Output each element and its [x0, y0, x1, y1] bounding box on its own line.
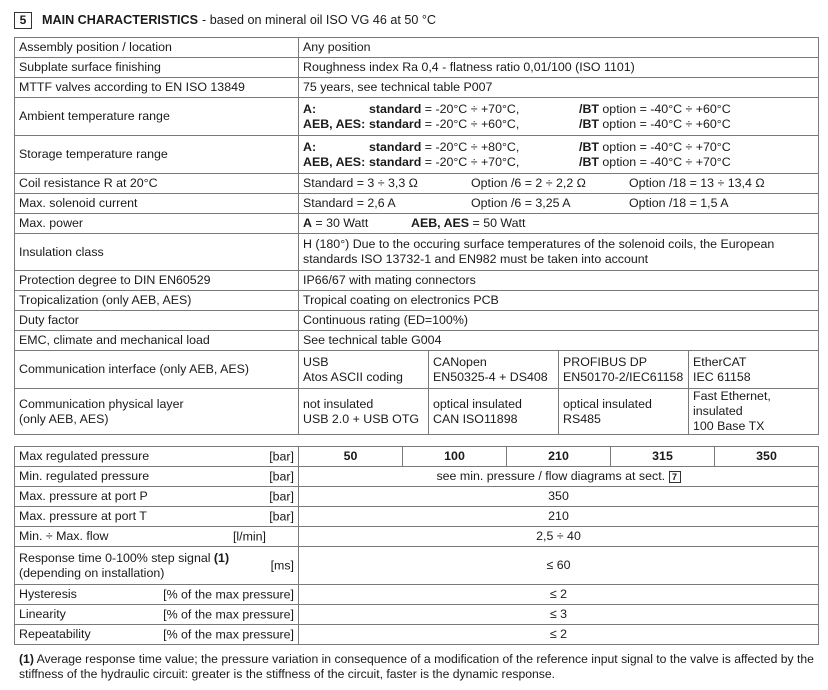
- cell-line: optical insulated: [433, 396, 522, 411]
- unit-text: [bar]: [269, 509, 294, 523]
- cell-line: PROFIBUS DP: [563, 354, 647, 369]
- table-row: [15, 234, 819, 271]
- std-value: = -20°C ÷ +70°C,: [421, 101, 520, 116]
- row-value: H (180°) Due to the occuring surface temperatures of the solenoid coils, the European standards ISO 13732-1 and EN982 must be taken into account: [299, 234, 819, 271]
- row-label: Duty factor: [15, 311, 299, 331]
- table-row: [15, 136, 819, 174]
- row-value: IP66/67 with mating connectors: [299, 271, 819, 291]
- opt-code: /BT: [579, 116, 599, 131]
- cell-line: USB 2.0 + USB OTG: [303, 411, 420, 426]
- row-label: [15, 605, 299, 625]
- unit-text: [bar]: [269, 449, 294, 463]
- table-row: [15, 527, 819, 547]
- cell-line: Atos ASCII coding: [303, 369, 403, 384]
- value-text: see min. pressure / flow diagrams at sect.: [436, 469, 666, 483]
- table-row: [15, 467, 819, 487]
- layer-cell: [559, 389, 689, 435]
- row-value: 210: [299, 507, 819, 527]
- label-text: Response time 0-100% step signal: [19, 550, 214, 565]
- table-row: [15, 547, 819, 585]
- option6-value: Option /6 = 3,25 A: [471, 196, 571, 210]
- solenoid-value: [299, 194, 819, 214]
- label-text: Repeatability: [19, 627, 91, 641]
- row-label: Assembly position / location: [15, 38, 299, 58]
- section-header: [14, 10, 436, 30]
- row-value: Continuous rating (ED=100%): [299, 311, 819, 331]
- std-label: standard: [369, 116, 422, 131]
- row-value: 75 years, see technical table P007: [299, 78, 819, 98]
- row-label: [15, 585, 299, 605]
- cell-line: 100 Base TX: [693, 419, 765, 433]
- row-value: ≤ 3: [299, 605, 819, 625]
- table-row: [15, 58, 819, 78]
- std-value: = -20°C ÷ +80°C,: [421, 139, 520, 154]
- pressure-value: 100: [403, 447, 507, 467]
- interface-cell: [689, 351, 819, 389]
- row-label: MTTF valves according to EN ISO 13849: [15, 78, 299, 98]
- table-row: [15, 194, 819, 214]
- opt-code: /BT: [579, 154, 599, 169]
- unit-text: [ms]: [270, 558, 294, 572]
- opt-code: /BT: [579, 101, 599, 116]
- layer-cell: [689, 389, 819, 435]
- row-value: [299, 467, 819, 487]
- cell-line: CAN ISO11898: [433, 411, 518, 426]
- layer-cell: [429, 389, 559, 435]
- code: AEB, AES:: [303, 154, 366, 169]
- code: A:: [303, 139, 317, 154]
- footnote-text: Average response time value; the pressure variation in consequence of a modification of the reference input signal to the valve is affected by the stiffness of the hydraulic circuit: greater is the stiffness of the circuit, faster is the dynamic response.: [19, 652, 814, 681]
- storage-value: [299, 136, 819, 174]
- table-row: [15, 447, 819, 467]
- code: A:: [303, 101, 317, 116]
- option6-value: Option /6 = 2 ÷ 2,2 Ω: [471, 176, 586, 190]
- table-row: [15, 291, 819, 311]
- row-label: [15, 389, 299, 435]
- table-row: [15, 487, 819, 507]
- label-text: Linearity: [19, 607, 66, 621]
- label-text: Hysteresis: [19, 587, 77, 601]
- standard-value: Standard = 2,6 A: [303, 196, 396, 210]
- unit-text: [% of the max pressure]: [163, 627, 294, 641]
- section-subtitle: - based on mineral oil ISO VG 46 at 50 °C: [202, 13, 436, 27]
- table-row: [15, 78, 819, 98]
- table-row: [15, 389, 819, 435]
- unit-text: [bar]: [269, 489, 294, 503]
- row-value: Any position: [299, 38, 819, 58]
- label-text: Max. pressure at port P: [19, 489, 148, 503]
- opt-value: option = -40°C ÷ +60°C: [598, 116, 731, 131]
- row-label: Max. solenoid current: [15, 194, 299, 214]
- table-row: [15, 585, 819, 605]
- cell-line: Fast Ethernet, insulated: [693, 389, 771, 418]
- row-value: ≤ 2: [299, 625, 819, 645]
- row-label: Communication interface (only AEB, AES): [15, 351, 299, 389]
- aeb-code: AEB, AES: [411, 216, 470, 230]
- label-text: Min. regulated pressure: [19, 469, 150, 483]
- pressure-value: 50: [299, 447, 403, 467]
- row-value: ≤ 2: [299, 585, 819, 605]
- table-row: [15, 174, 819, 194]
- row-label: [15, 487, 299, 507]
- footnote: [19, 652, 819, 682]
- opt-code: /BT: [579, 139, 599, 154]
- row-label: EMC, climate and mechanical load: [15, 331, 299, 351]
- cell-line: CANopen: [433, 354, 487, 369]
- row-value: 350: [299, 487, 819, 507]
- label-text: Max regulated pressure: [19, 449, 150, 463]
- table-row: [15, 605, 819, 625]
- aeb-value: = 50 Watt: [469, 216, 526, 230]
- row-label: Coil resistance R at 20°C: [15, 174, 299, 194]
- interface-cell: [299, 351, 429, 389]
- cell-line: EtherCAT: [693, 354, 747, 369]
- section-number: 5: [14, 12, 32, 29]
- label-text: Max. pressure at port T: [19, 509, 147, 523]
- characteristics-table: [14, 37, 819, 435]
- code: AEB, AES:: [303, 116, 366, 131]
- row-label: Tropicalization (only AEB, AES): [15, 291, 299, 311]
- row-label: Insulation class: [15, 234, 299, 271]
- std-label: standard: [369, 154, 422, 169]
- a-code: A: [303, 216, 312, 230]
- interface-cell: [429, 351, 559, 389]
- std-label: standard: [369, 139, 422, 154]
- row-label: Ambient temperature range: [15, 98, 299, 136]
- footnote-ref: (1): [213, 550, 230, 565]
- label-line: (only AEB, AES): [19, 411, 109, 426]
- section-ref: 7: [669, 471, 681, 483]
- std-value: = -20°C ÷ +60°C,: [421, 116, 520, 131]
- cell-line: optical insulated: [563, 396, 652, 411]
- table-row: [15, 625, 819, 645]
- section-title: MAIN CHARACTERISTICS: [42, 13, 199, 27]
- cell-line: EN50325-4 + DS408: [433, 369, 548, 384]
- row-value: ≤ 60: [299, 547, 819, 585]
- label-line: Communication physical layer: [19, 396, 184, 411]
- table-row: [15, 38, 819, 58]
- std-value: = -20°C ÷ +70°C,: [421, 154, 520, 169]
- pressure-table: [14, 446, 819, 645]
- unit-text: [l/min]: [232, 529, 266, 543]
- label-text: Min. ÷ Max. flow: [19, 529, 109, 543]
- power-value: [299, 214, 819, 234]
- table-row: [15, 351, 819, 389]
- row-label: [15, 625, 299, 645]
- cell-line: IEC 61158: [693, 369, 751, 384]
- standard-value: Standard = 3 ÷ 3,3 Ω: [303, 176, 418, 190]
- table-row: [15, 331, 819, 351]
- row-value: See technical table G004: [299, 331, 819, 351]
- pressure-value: 315: [611, 447, 715, 467]
- row-label: Storage temperature range: [15, 136, 299, 174]
- unit-text: [% of the max pressure]: [163, 607, 294, 621]
- row-value: 2,5 ÷ 40: [299, 527, 819, 547]
- footnote-marker: (1): [19, 652, 34, 666]
- cell-line: USB: [303, 354, 329, 369]
- opt-value: option = -40°C ÷ +70°C: [598, 139, 731, 154]
- row-label: [15, 527, 299, 547]
- cell-line: not insulated: [303, 396, 374, 411]
- row-label: [15, 507, 299, 527]
- cell-line: RS485: [563, 411, 601, 426]
- unit-text: [% of the max pressure]: [163, 587, 294, 601]
- row-label: Protection degree to DIN EN60529: [15, 271, 299, 291]
- label-text: (depending on installation): [19, 565, 165, 580]
- std-label: standard: [369, 101, 422, 116]
- row-label: Subplate surface finishing: [15, 58, 299, 78]
- row-label: [15, 547, 299, 585]
- opt-value: option = -40°C ÷ +60°C: [598, 101, 731, 116]
- cell-line: EN50170-2/IEC61158: [563, 369, 684, 384]
- row-value: Roughness index Ra 0,4 - flatness ratio 0,01/100 (ISO 1101): [299, 58, 819, 78]
- table-row: [15, 271, 819, 291]
- row-label: [15, 447, 299, 467]
- table-row: [15, 98, 819, 136]
- unit-text: [bar]: [269, 469, 294, 483]
- pressure-value: 210: [507, 447, 611, 467]
- a-value: = 30 Watt: [311, 216, 369, 230]
- coil-value: [299, 174, 819, 194]
- ambient-value: [299, 98, 819, 136]
- row-value: Tropical coating on electronics PCB: [299, 291, 819, 311]
- row-label: [15, 467, 299, 487]
- option18-value: Option /18 = 13 ÷ 13,4 Ω: [629, 176, 765, 190]
- table-row: [15, 507, 819, 527]
- pressure-value: 350: [715, 447, 819, 467]
- interface-cell: [559, 351, 689, 389]
- row-label: Max. power: [15, 214, 299, 234]
- option18-value: Option /18 = 1,5 A: [629, 196, 729, 210]
- table-row: [15, 311, 819, 331]
- layer-cell: [299, 389, 429, 435]
- opt-value: option = -40°C ÷ +70°C: [598, 154, 731, 169]
- table-row: [15, 214, 819, 234]
